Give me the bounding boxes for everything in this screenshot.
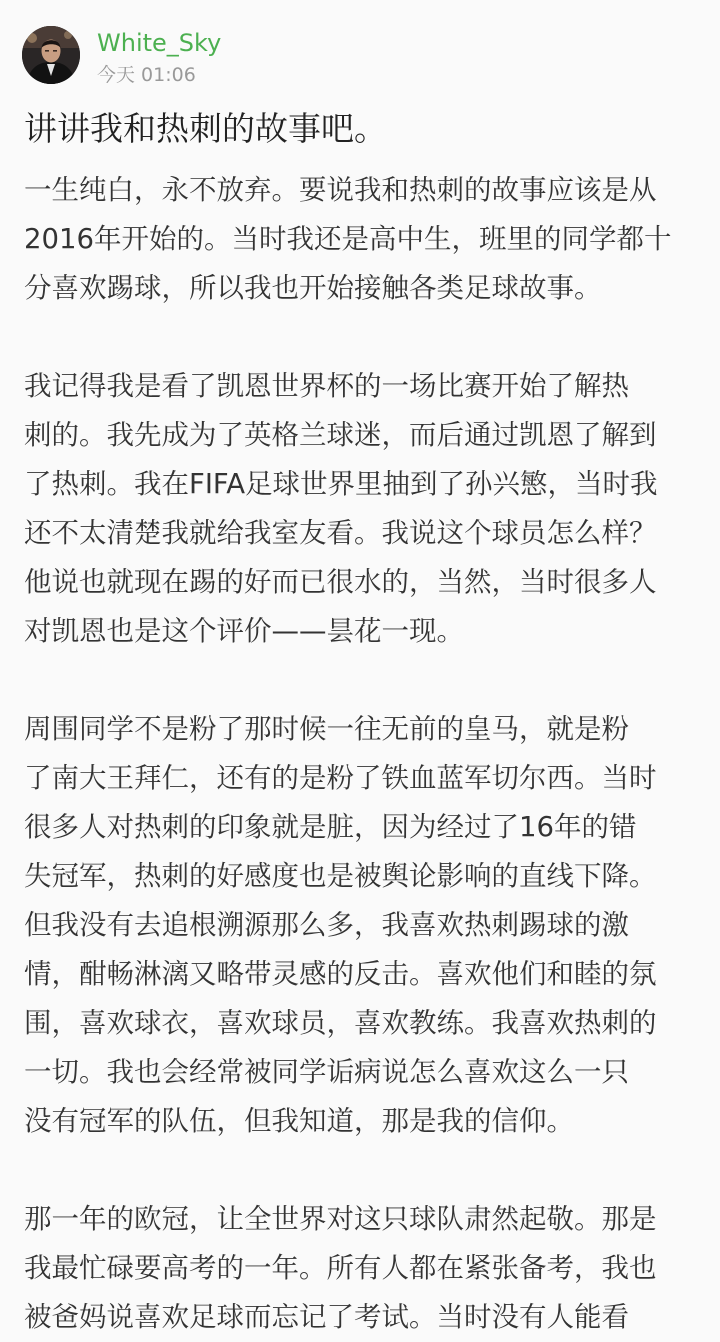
paragraph xyxy=(24,705,704,1146)
text-line: 2016年开始的。当时我还是高中生，班里的同学都十 xyxy=(24,223,672,255)
post-body xyxy=(24,166,704,1342)
text-line: 很多人对热刺的印象就是脏，因为经过了16年的错 xyxy=(24,811,637,843)
text-line: 围，喜欢球衣，喜欢球员，喜欢教练。我喜欢热刺的 xyxy=(24,1007,657,1039)
text-line: 周围同学不是粉了那时候一往无前的皇马，就是粉 xyxy=(24,713,629,745)
author-avatar[interactable] xyxy=(22,26,80,84)
text-line: 分喜欢踢球，所以我也开始接触各类足球故事。 xyxy=(24,272,602,304)
text-line: 他说也就现在踢的好而已很水的，当然，当时很多人 xyxy=(24,566,657,598)
text-line: 但我没有去追根溯源那么多，我喜欢热刺踢球的激 xyxy=(24,909,629,941)
text-line: 一生纯白，永不放弃。要说我和热刺的故事应该是从 xyxy=(24,174,657,206)
text-line: 那一年的欧冠，让全世界对这只球队肃然起敬。那是 xyxy=(24,1203,657,1235)
paragraph-spacer xyxy=(24,656,704,705)
post-timestamp: 今天 01:06 xyxy=(97,64,196,86)
paragraph xyxy=(24,362,704,656)
post-title: 讲讲我和热刺的故事吧。 xyxy=(24,109,387,148)
paragraph xyxy=(24,1195,704,1342)
text-line: 情，酣畅淋漓又略带灵感的反击。喜欢他们和睦的氛 xyxy=(24,958,657,990)
text-line: 对凯恩也是这个评价——昙花一现。 xyxy=(24,615,464,647)
text-line: 一切。我也会经常被同学诟病说怎么喜欢这么一只 xyxy=(24,1056,629,1088)
text-line: 被爸妈说喜欢足球而忘记了考试。当时没有人能看 xyxy=(24,1301,629,1333)
author-username[interactable]: White_Sky xyxy=(97,29,222,57)
text-line: 刺的。我先成为了英格兰球迷，而后通过凯恩了解到 xyxy=(24,419,657,451)
text-line: 还不太清楚我就给我室友看。我说这个球员怎么样？ xyxy=(24,517,657,549)
paragraph-spacer xyxy=(24,1146,704,1195)
text-line: 了南大王拜仁，还有的是粉了铁血蓝军切尔西。当时 xyxy=(24,762,657,794)
avatar-portrait-icon xyxy=(22,26,80,84)
paragraph xyxy=(24,166,704,313)
paragraph-spacer xyxy=(24,313,704,362)
text-line: 我记得我是看了凯恩世界杯的一场比赛开始了解热 xyxy=(24,370,629,402)
post-header xyxy=(0,0,720,100)
text-line: 我最忙碌要高考的一年。所有人都在紧张备考，我也 xyxy=(24,1252,657,1284)
text-line: 没有冠军的队伍，但我知道，那是我的信仰。 xyxy=(24,1105,574,1137)
text-line: 失冠军，热刺的好感度也是被舆论影响的直线下降。 xyxy=(24,860,657,892)
text-line: 了热刺。我在FIFA足球世界里抽到了孙兴慜，当时我 xyxy=(24,468,658,500)
